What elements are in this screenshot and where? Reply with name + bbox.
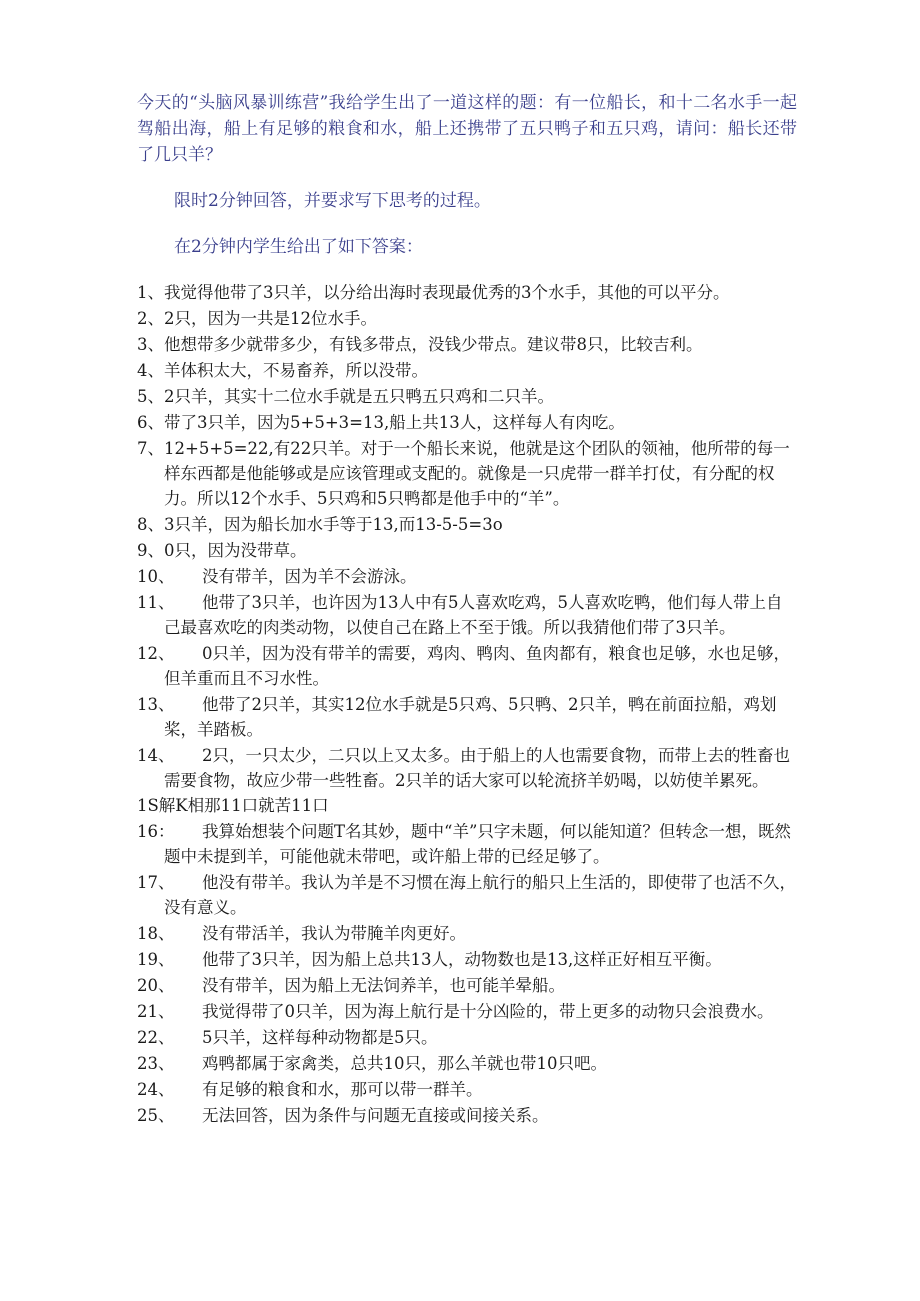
answer-item-7	[137, 436, 797, 511]
answer-item-19	[137, 947, 797, 972]
answer-text: 5只羊，这样每种动物都是5只。	[202, 1028, 438, 1047]
answer-number: 6、	[137, 413, 164, 432]
answer-text: 他带了3只羊，也许因为13人中有5人喜欢吃鸡，5人喜欢吃鸭，他们每人带上自己最喜欢吃的肉类动物，以使自己在路上不至于饿。所以我猜他们带了3只羊。	[164, 593, 783, 637]
answer-number: 21、	[137, 1002, 175, 1021]
answer-number: 13、	[137, 695, 175, 714]
answer-text: 羊体积太大，不易畜养，所以没带。	[164, 361, 428, 380]
answer-item-8	[137, 512, 797, 537]
answer-item-23	[137, 1051, 797, 1076]
answer-number: 19、	[137, 950, 175, 969]
answer-item-20	[137, 973, 797, 998]
answer-text: 我觉得带了0只羊，因为海上航行是十分凶险的，带上更多的动物只会浪费水。	[202, 1002, 774, 1021]
answer-text: 没有带羊，因为羊不会游泳。	[202, 567, 417, 586]
answer-number: 23、	[137, 1054, 175, 1073]
answer-item-21	[137, 999, 797, 1024]
answer-item-6	[137, 410, 797, 435]
answer-number: 12、	[137, 644, 175, 663]
answer-item-24	[137, 1077, 797, 1102]
answer-text: 我觉得他带了3只羊，以分给出海时表现最优秀的3个水手，其他的可以平分。	[164, 283, 730, 302]
answer-number: 1、	[137, 283, 164, 302]
answer-number: 10、	[137, 567, 175, 586]
answer-text: 我算始想装个问题T名其妙，题中“羊”只字未题，何以能知道？但转念一想，既然题中未提到羊，可能他就未带吧，或许船上带的已经足够了。	[164, 822, 791, 866]
answer-item-5	[137, 384, 797, 409]
answer-text: 2只羊，其实十二位水手就是五只鸭五只鸡和二只羊。	[164, 387, 554, 406]
answer-number: 20、	[137, 976, 175, 995]
answer-text: 他想带多少就带多少，有钱多带点，没钱少带点。建议带8只，比较吉利。	[164, 335, 703, 354]
answer-text: 2只，一只太少，二只以上又太多。由于船上的人也需要食物，而带上去的牲畜也需要食物，故应少带一些牲畜。2只羊的话大家可以轮流挤羊奶喝，以妨使羊累死。	[164, 746, 790, 790]
answer-number: 8、	[137, 515, 164, 534]
answer-number: 3、	[137, 335, 164, 354]
answer-item-16	[137, 819, 797, 869]
answer-text: 0只，因为没带草。	[164, 541, 307, 560]
answer-item-1	[137, 280, 797, 305]
answer-number: 18、	[137, 924, 175, 943]
answer-text: 12+5+5=22,有22只羊。对于一个船长来说，他就是这个团队的领袖，他所带的每一样东西都是他能够或是应该管理或支配的。就像是一只虎带一群羊打仗，有分配的权力。所以12个水手、5只鸡和5只鸭都是他手中的“羊”。	[164, 439, 790, 508]
answer-text: 他没有带羊。我认为羊是不习惯在海上航行的船只上生活的，即使带了也活不久，没有意义。	[164, 873, 796, 917]
answer-item-3	[137, 332, 797, 357]
intro-section	[137, 90, 797, 260]
answer-item-25	[137, 1103, 797, 1128]
answer-number: 11、	[137, 593, 175, 612]
answers-intro-paragraph: 在2分钟内学生给出了如下答案：	[174, 237, 423, 257]
answer-number: 7、	[137, 439, 164, 458]
answer-item-12	[137, 641, 797, 691]
answer-item-14	[137, 743, 797, 793]
answer-text: 3只羊，因为船长加水手等于13,而13-5-5=3o	[164, 515, 503, 534]
answer-item-11	[137, 590, 797, 640]
answer-item-22	[137, 1025, 797, 1050]
answer-number: 22、	[137, 1028, 175, 1047]
answer-item-17	[137, 870, 797, 920]
answer-text: 没有带羊，因为船上无法饲养羊，也可能羊晕船。	[202, 976, 565, 995]
answer-item-18	[137, 921, 797, 946]
answer-text: 他带了3只羊，因为船上总共13人，动物数也是13,这样正好相互平衡。	[202, 950, 722, 969]
answer-number: 14、	[137, 746, 175, 765]
answer-number: 2、	[137, 309, 164, 328]
answer-number: 1S解K相那11口就苦11口	[137, 796, 329, 815]
answer-text: 他带了2只羊，其实12位水手就是5只鸡、5只鸭、2只羊，鸭在前面拉船，鸡划桨，羊踏板。	[164, 695, 777, 739]
answer-item-10	[137, 564, 797, 589]
answer-text: 0只羊，因为没有带羊的需要，鸡肉、鸭肉、鱼肉都有，粮食也足够，水也足够，但羊重而且不习水性。	[164, 644, 790, 688]
answer-item-4	[137, 358, 797, 383]
answer-item-13	[137, 692, 797, 742]
answer-number: 5、	[137, 387, 164, 406]
answer-number: 16：	[137, 822, 175, 841]
answer-text: 没有带活羊，我认为带腌羊肉更好。	[202, 924, 466, 943]
answer-number: 4、	[137, 361, 164, 380]
answer-text: 无法回答，因为条件与问题无直接或间接关系。	[202, 1106, 549, 1125]
answer-item-15	[137, 793, 797, 818]
answer-text: 有足够的粮食和水，那可以带一群羊。	[202, 1080, 483, 1099]
answer-text: 鸡鸭都属于家禽类，总共10只，那么羊就也带10只吧。	[202, 1054, 607, 1073]
answer-text: 2只，因为一共是12位水手。	[164, 309, 377, 328]
time-limit-paragraph: 限时2分钟回答，并要求写下思考的过程。	[174, 191, 491, 211]
answer-item-2	[137, 306, 797, 331]
answer-text: 带了3只羊，因为5+5+3=13,船上共13人，这样每人有肉吃。	[164, 413, 625, 432]
answer-number: 25、	[137, 1106, 175, 1125]
answer-number: 9、	[137, 541, 164, 560]
answer-number: 17、	[137, 873, 175, 892]
answer-list	[137, 280, 797, 1128]
answer-item-9	[137, 538, 797, 563]
answer-number: 24、	[137, 1080, 175, 1099]
question-paragraph: 今天的“头脑风暴训练营”我给学生出了一道这样的题：有一位船长，和十二名水手一起驾船出海，船上有足够的粮食和水，船上还携带了五只鸭子和五只鸡，请问：船长还带了几只羊？	[137, 93, 797, 165]
